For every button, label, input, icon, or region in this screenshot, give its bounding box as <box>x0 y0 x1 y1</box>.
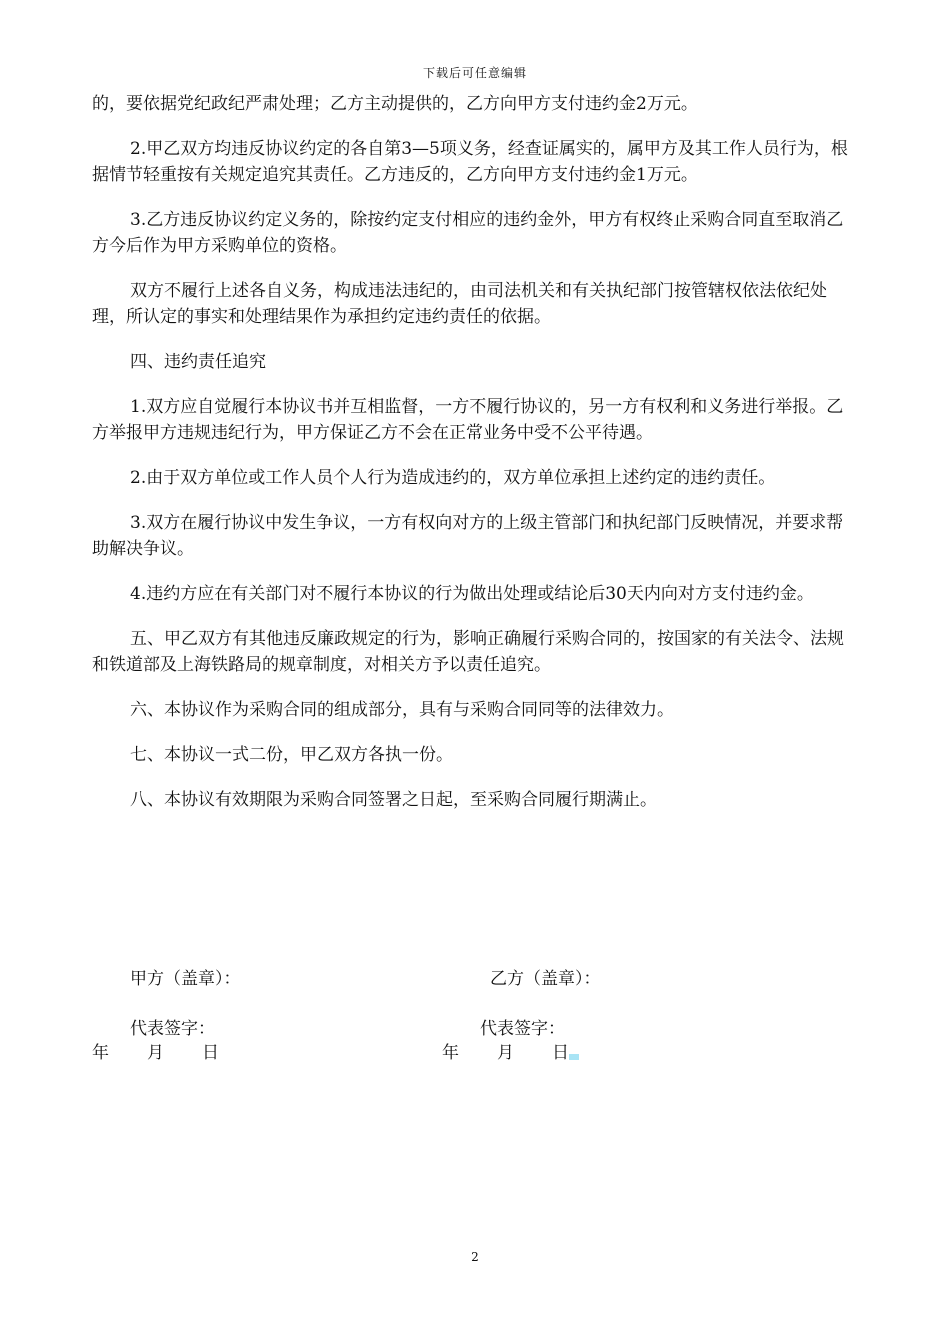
party-b-seal-label: 乙方（盖章）： <box>490 969 601 989</box>
party-b-rep-label: 代表签字： <box>480 1019 565 1039</box>
paragraph: 2.甲乙双方均违反协议约定的各自第3—5项义务，经查证属实的，属甲方及其工作人员行为，根据情节轻重按有关规定追究其责任。乙方违反的，乙方向甲方支付违约金1万元。 <box>92 139 848 185</box>
paragraph: 的，要依据党纪政纪严肃处理；乙方主动提供的，乙方向甲方支付违约金2万元。 <box>92 94 698 114</box>
party-a-rep-label: 代表签字： <box>130 1019 215 1039</box>
month-label: 月 <box>147 1043 164 1063</box>
paragraph: 八、本协议有效期限为采购合同签署之日起，至采购合同履行期满止。 <box>130 790 657 810</box>
year-label: 年 <box>442 1043 459 1063</box>
paragraph: 4.违约方应在有关部门对不履行本协议的行为做出处理或结论后30天内向对方支付违约金。 <box>130 584 814 604</box>
paragraph: 七、本协议一式二份，甲乙双方各执一份。 <box>130 745 453 765</box>
page-number: 2 <box>471 1250 479 1264</box>
document-body <box>92 91 860 813</box>
paragraph: 3.双方在履行协议中发生争议，一方有权向对方的上级主管部门和执纪部门反映情况，并要求帮助解决争议。 <box>92 513 844 559</box>
year-label: 年 <box>92 1043 109 1063</box>
party-a-seal-label: 甲方（盖章）： <box>130 969 241 989</box>
section-heading: 四、违约责任追究 <box>130 352 266 372</box>
party-b-date <box>442 1040 579 1066</box>
day-label: 日 <box>202 1043 219 1063</box>
day-label: 日 <box>552 1043 569 1063</box>
paragraph: 2.由于双方单位或工作人员个人行为造成违约的，双方单位承担上述约定的违约责任。 <box>130 468 776 488</box>
paragraph: 1.双方应自觉履行本协议书并互相监督，一方不履行协议的，另一方有权利和义务进行举报。乙方举报甲方违规违纪行为，甲方保证乙方不会在正常业务中受不公平待遇。 <box>92 397 844 443</box>
paragraph: 3.乙方违反协议约定义务的，除按约定支付相应的违约金外，甲方有权终止采购合同直至取消乙方今后作为甲方采购单位的资格。 <box>92 210 844 256</box>
paragraph: 五、甲乙双方有其他违反廉政规定的行为，影响正确履行采购合同的，按国家的有关法令、法规和铁道部及上海铁路局的规章制度，对相关方予以责任追究。 <box>92 629 844 675</box>
party-a-date <box>92 1040 219 1066</box>
text-cursor-highlight <box>569 1054 579 1060</box>
month-label: 月 <box>497 1043 514 1063</box>
paragraph: 六、本协议作为采购合同的组成部分，具有与采购合同同等的法律效力。 <box>130 700 674 720</box>
paragraph: 双方不履行上述各自义务，构成违法违纪的，由司法机关和有关执纪部门按管辖权依法依纪处理，所认定的事实和处理结果作为承担约定违约责任的依据。 <box>92 281 827 327</box>
page-header: 下载后可任意编辑 <box>422 66 527 80</box>
